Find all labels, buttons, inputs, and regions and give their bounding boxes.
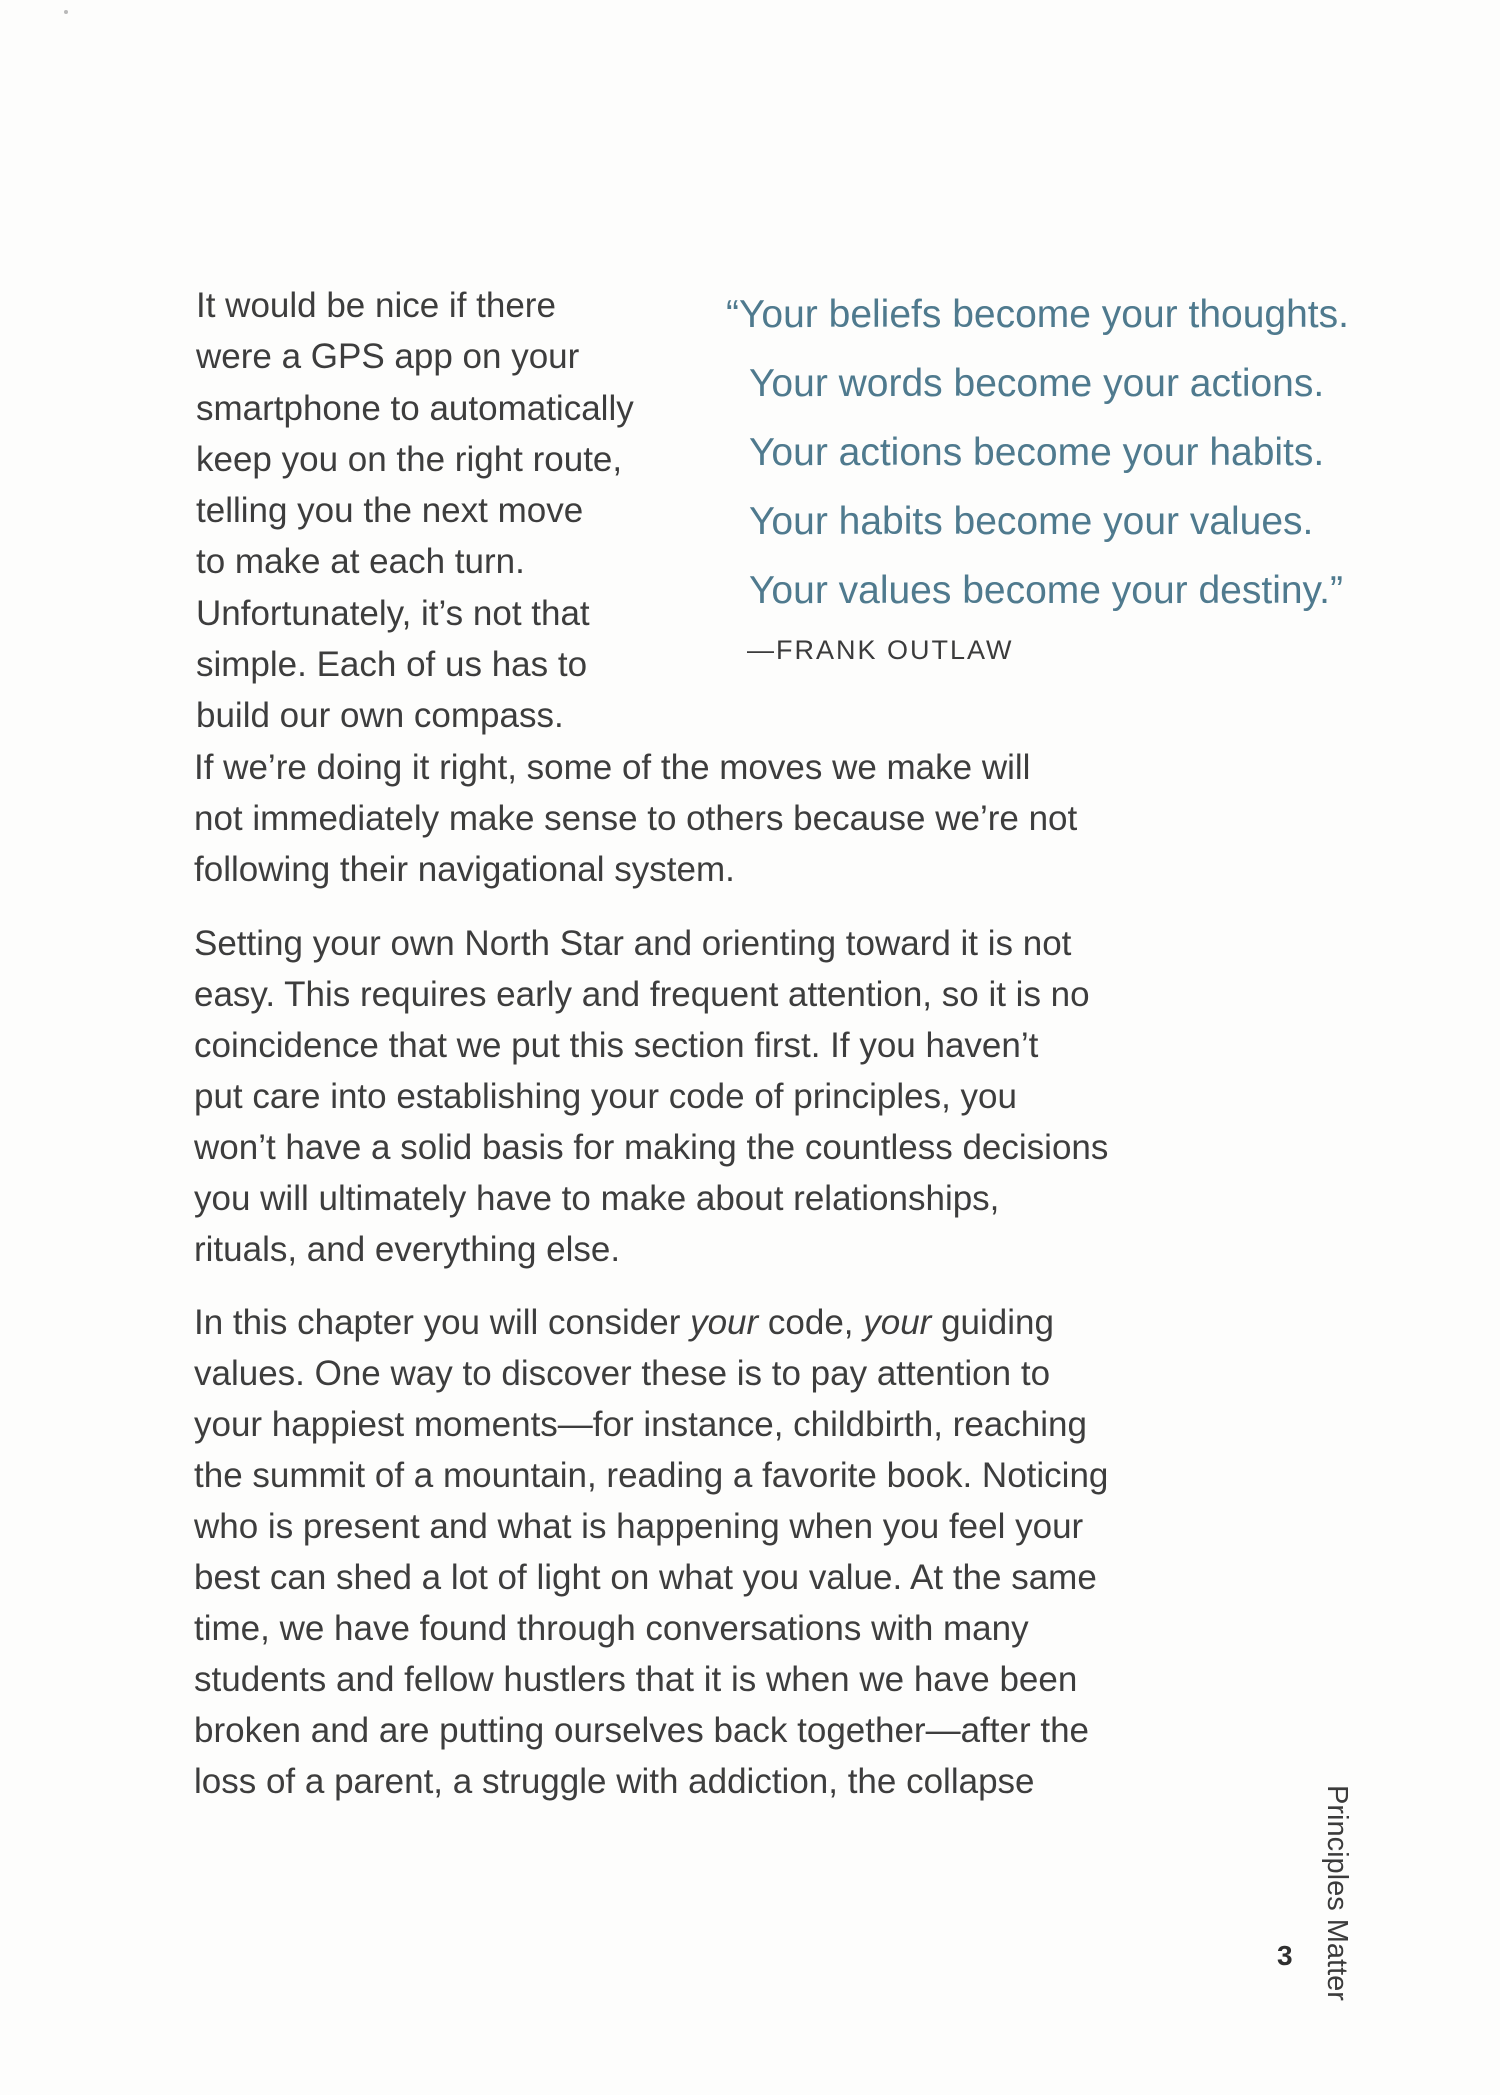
body-line: loss of a parent, a struggle with addiction, the collapse bbox=[194, 1762, 1035, 1801]
body-line: your happiest moments—for instance, childbirth, reaching bbox=[194, 1405, 1087, 1444]
body-line: Setting your own North Star and orienting toward it is not bbox=[194, 924, 1072, 963]
page-number: 3 bbox=[1277, 1940, 1293, 1971]
body-text-run: In this chapter you will consider bbox=[194, 1303, 691, 1342]
quote-line: Your words become your actions. bbox=[749, 362, 1325, 405]
quote-line: “Your beliefs become your thoughts. bbox=[726, 293, 1349, 336]
body-line: not immediately make sense to others because we’re not bbox=[194, 799, 1078, 838]
running-head: Principles Matter bbox=[1321, 1785, 1353, 2001]
intro-paragraph bbox=[196, 280, 716, 742]
body-line: the summit of a mountain, reading a favorite book. Noticing bbox=[194, 1456, 1109, 1495]
body-line: If we’re doing it right, some of the moves we make will bbox=[194, 748, 1031, 787]
body-line: rituals, and everything else. bbox=[194, 1230, 621, 1269]
quote-line: Your values become your destiny.” bbox=[749, 569, 1343, 612]
body-line: put care into establishing your code of principles, you bbox=[194, 1077, 1017, 1116]
quote-line: Your habits become your values. bbox=[749, 500, 1314, 543]
pull-quote bbox=[726, 280, 1426, 666]
scan-speck bbox=[64, 10, 68, 14]
emphasis: your bbox=[863, 1303, 932, 1342]
body-line: students and fellow hustlers that it is when we have been bbox=[194, 1660, 1078, 1699]
intro-line: build our own compass. bbox=[196, 696, 564, 736]
quote-line: Your actions become your habits. bbox=[749, 431, 1325, 474]
intro-line: Unfortunately, it’s not that bbox=[196, 593, 590, 633]
body-line: values. One way to discover these is to pay attention to bbox=[194, 1354, 1051, 1393]
body-line: coincidence that we put this section first. If you haven’t bbox=[194, 1026, 1039, 1065]
body-text-run: guiding bbox=[931, 1303, 1054, 1342]
body-line: following their navigational system. bbox=[194, 850, 735, 889]
intro-line: to make at each turn. bbox=[196, 542, 525, 582]
intro-line: were a GPS app on your bbox=[196, 337, 580, 377]
paragraph-continuation bbox=[194, 742, 1194, 895]
body-line: you will ultimately have to make about relationships, bbox=[194, 1179, 1000, 1218]
body-line: time, we have found through conversations with many bbox=[194, 1609, 1029, 1648]
intro-line: It would be nice if there bbox=[196, 286, 556, 325]
paragraph-guiding-values bbox=[194, 1297, 1194, 1807]
intro-line: smartphone to automatically bbox=[196, 388, 634, 428]
emphasis: your bbox=[690, 1303, 759, 1342]
body-line: who is present and what is happening when you feel your bbox=[194, 1507, 1084, 1546]
quote-attribution: —FRANK OUTLAW bbox=[747, 635, 1014, 665]
intro-line: simple. Each of us has to bbox=[196, 645, 588, 685]
body-line: broken and are putting ourselves back together—after the bbox=[194, 1711, 1089, 1750]
intro-line: telling you the next move bbox=[196, 491, 584, 531]
body-line: best can shed a lot of light on what you value. At the same bbox=[194, 1558, 1097, 1597]
body-text-run: code, bbox=[758, 1303, 864, 1342]
intro-line: keep you on the right route, bbox=[196, 439, 623, 479]
paragraph-north-star bbox=[194, 918, 1194, 1275]
body-line: easy. This requires early and frequent attention, so it is no bbox=[194, 975, 1090, 1014]
body-line: won’t have a solid basis for making the countless decisions bbox=[194, 1128, 1109, 1167]
body-line bbox=[194, 1297, 1194, 1348]
